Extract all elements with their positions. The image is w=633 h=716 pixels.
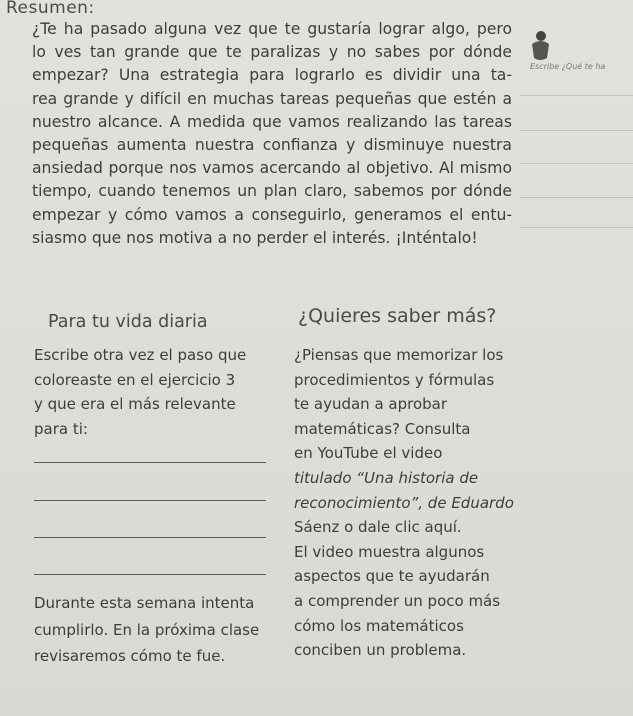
intro-line: pequeñas aumenta nuestra confianza y disminuye nuestra <box>32 136 512 155</box>
left-column-text <box>34 343 246 441</box>
intro-line: tiempo, cuando tenemos un plan claro, sabemos por dónde <box>32 182 512 201</box>
intro-line: empezar? Una estrategia para lograrlo es dividir una ta- <box>32 66 512 85</box>
summary-heading: Resumen: <box>6 0 95 18</box>
answer-line[interactable] <box>34 574 266 575</box>
intro-line: empezar y cómo vamos a conseguirlo, generamos el entu- <box>32 205 512 224</box>
left-column-title: Para tu vida diaria <box>48 312 208 332</box>
answer-line[interactable] <box>34 500 266 501</box>
right-line: conciben un problema. <box>294 641 467 660</box>
left-bottom-line: revisaremos cómo te fue. <box>34 647 226 665</box>
right-column-title: ¿Quieres saber más? <box>298 305 497 327</box>
answer-line[interactable] <box>34 462 266 463</box>
side-note-text: Escribe ¿Qué te ha <box>530 62 606 71</box>
intro-line: lo ves tan grande que te paralizas y no sabes por dónde <box>32 43 512 62</box>
video-link-line[interactable]: Sáenz o dale clic aquí. <box>294 518 462 537</box>
right-line: titulado “Una historia de <box>294 468 479 487</box>
left-line: Escribe otra vez el paso que <box>34 346 247 364</box>
answer-line[interactable] <box>34 537 266 538</box>
right-line: ¿Piensas que memorizar los <box>294 346 504 364</box>
left-bottom-line: Durante esta semana intenta <box>34 594 255 612</box>
right-column-text <box>294 343 514 663</box>
left-line: y que era el más relevante <box>34 395 236 414</box>
left-line: coloreaste en el ejercicio 3 <box>34 370 236 389</box>
side-paper-lines <box>520 55 633 245</box>
right-line: matemáticas? Consulta <box>294 419 471 438</box>
left-bottom-line: cumplirlo. En la próxima clase <box>34 620 260 639</box>
intro-line: ¿Te ha pasado alguna vez que te gustaría lograr algo, pero <box>32 20 512 38</box>
left-line: para ti: <box>34 419 88 438</box>
right-line: cómo los matemáticos <box>294 616 464 635</box>
right-line: El video muestra algunos <box>294 542 485 561</box>
intro-line: nuestro alcance. A medida que vamos realizando las tareas <box>32 112 512 131</box>
intro-line: ansiedad porque nos vamos acercando al objetivo. Al mismo <box>32 159 512 178</box>
intro-line: siasmo que nos motiva a no perder el interés. ¡Inténtalo! <box>32 228 478 247</box>
right-line: aspectos que te ayudarán <box>294 567 490 586</box>
intro-paragraph <box>32 18 512 250</box>
right-line: en YouTube el video <box>294 444 443 463</box>
right-line: te ayudan a aprobar <box>294 395 448 414</box>
left-column-instructions <box>34 590 259 670</box>
right-line: procedimientos y fórmulas <box>294 370 495 389</box>
right-line: a comprender un poco más <box>294 591 501 610</box>
intro-line: rea grande y difícil en muchas tareas pequeñas que estén a <box>32 89 512 108</box>
right-line: reconocimiento”, de Eduardo <box>294 493 514 512</box>
